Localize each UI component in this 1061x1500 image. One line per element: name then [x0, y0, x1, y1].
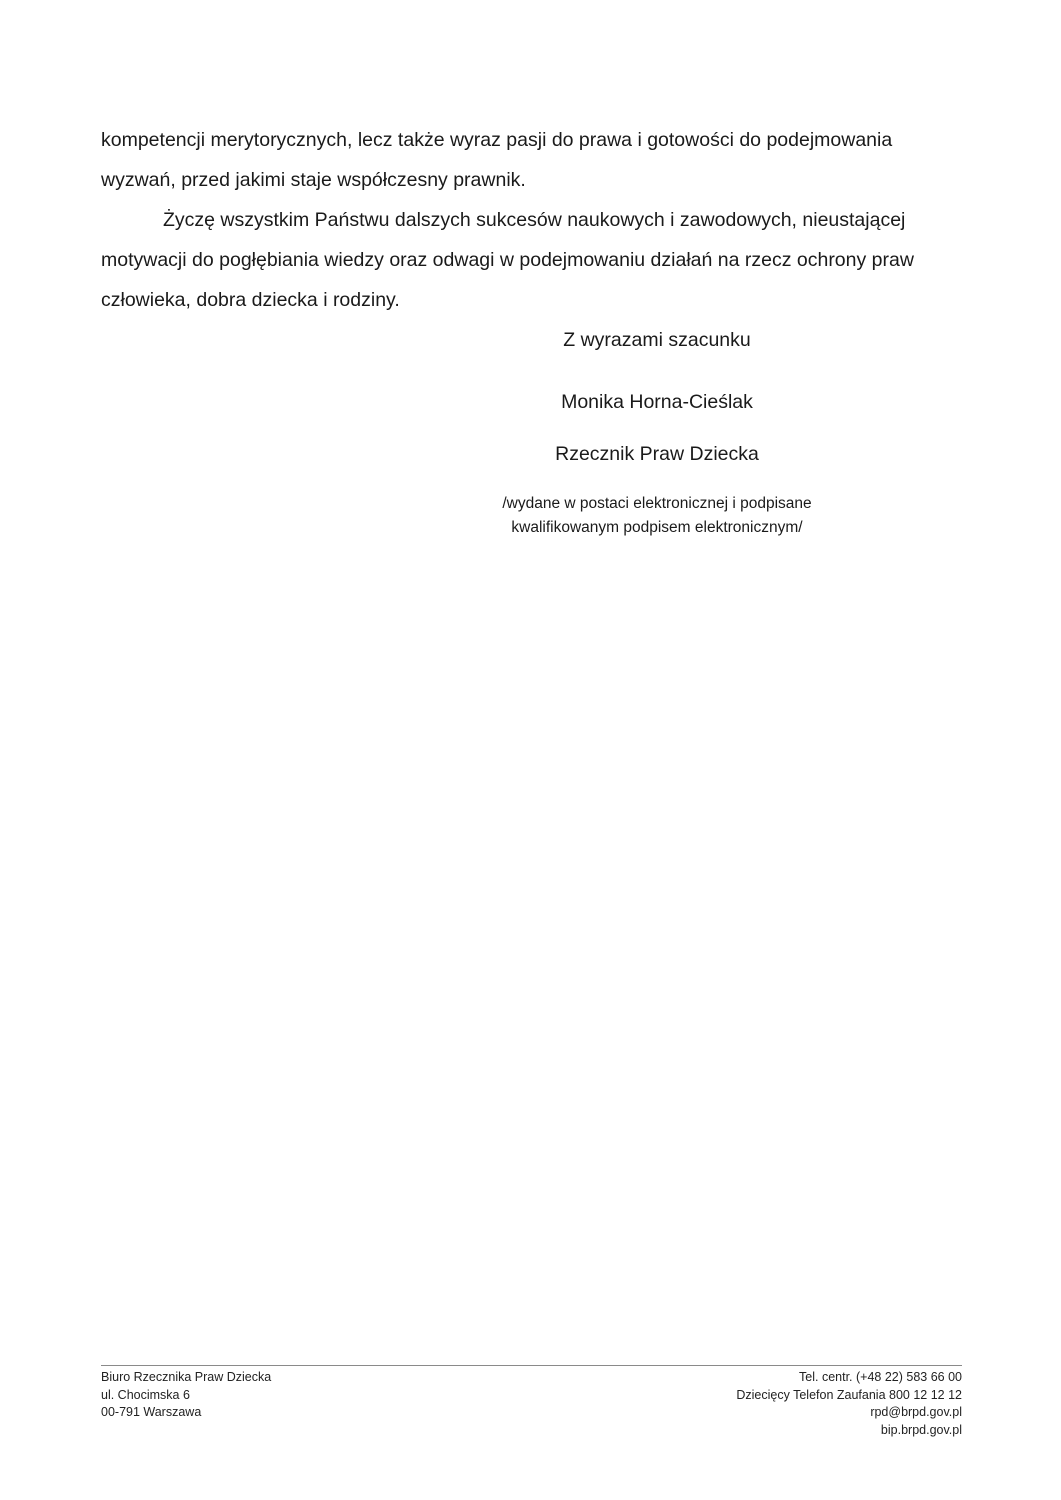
- closing-salutation: Z wyrazami szacunku: [563, 329, 751, 351]
- signatory-title: Rzecznik Praw Dziecka: [555, 443, 759, 465]
- footer-contact: [736, 1369, 962, 1439]
- footer-office-name: Biuro Rzecznika Praw Dziecka: [101, 1370, 272, 1384]
- signature-note-line1: /wydane w postaci elektronicznej i podpisane: [502, 495, 812, 512]
- footer-divider: [101, 1365, 962, 1366]
- footer-address: [101, 1369, 271, 1422]
- body-paragraph-wishes: Życzę wszystkim Państwu dalszych sukcesów naukowych i zawodowych, nieustającej motywacji do pogłębiania wiedzy oraz odwagi w podejmowaniu działań na rzecz ochrony praw człowieka, dobra dziecka i rodziny.: [101, 209, 914, 311]
- letter-body: [101, 120, 951, 320]
- footer-phone: Tel. centr. (+48 22) 583 66 00: [799, 1370, 962, 1384]
- footer-street: ul. Chocimska 6: [101, 1387, 190, 1402]
- footer-email: rpd@brpd.gov.pl: [870, 1405, 962, 1419]
- body-paragraph-continuation: kompetencji merytorycznych, lecz także wyraz pasji do prawa i gotowości do podejmowania wyzwań, przed jakimi staje współczesny prawnik.: [101, 129, 893, 191]
- signature-note-line2: kwalifikowanym podpisem elektronicznym/: [511, 519, 803, 536]
- footer-city: 00-791 Warszawa: [101, 1405, 202, 1419]
- signatory-name: Monika Horna-Cieślak: [561, 391, 753, 413]
- footer-helpline: Dziecięcy Telefon Zaufania 800 12 12 12: [736, 1387, 962, 1402]
- footer-website: bip.brpd.gov.pl: [880, 1422, 962, 1437]
